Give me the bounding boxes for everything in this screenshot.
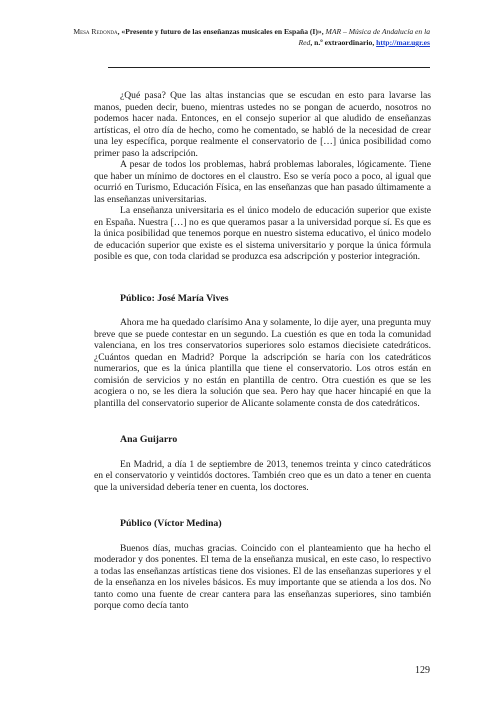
paragraph: Buenos días, muchas gracias. Coincido con el planteamiento que ha hecho el moderador y dos ponentes. El tema de la enseñanza musical, en este caso, lo respectivo a todas las enseñanzas artísticas tiene dos visiones. El de las enseñanzas superiores y el de la enseñanza en los niveles básicos. Es muy importante que se atienda a los dos. No tanto como una fuente de crear cantera para las enseñanzas superiores, sino también porque como decía tanto	[94, 542, 431, 611]
header-divider	[108, 67, 430, 68]
header-issue: , n.º extraordinario,	[310, 38, 377, 47]
header-url-link[interactable]: http://mar.ugr.es	[376, 38, 430, 47]
speaker-heading: Ana Guijarro	[120, 434, 178, 445]
speaker-heading: Público: José María Vives	[120, 292, 229, 304]
paragraph: En Madrid, a día 1 de septiembre de 2013, tenemos treinta y cinco catedráticos en el conservatorio y veintidós doctores. También creo que es un dato a tener en cuenta que la universidad debería tener en cuenta, los doctores.	[94, 458, 431, 493]
paragraph: La enseñanza universitaria es el único modelo de educación superior que existe en España. Nuestra […] no es que queramos pasar a la universidad porque sí. Es que es la única posibilidad que tenemos porque en nuestro sistema educativo, el único modelo de educación superior que existe es el sistema universitario y porque la única fórmula posible es que, con toda claridad se produzca esa adscripción y posterior integración.	[94, 205, 431, 262]
paragraph: Ahora me ha quedado clarísimo Ana y solamente, lo dije ayer, una pregunta muy breve que se puede contestar en un segundo. La cuestión es que en toda la comunidad valenciana, en los tres conservatorios superiores solo estamos diecisiete catedráticos. ¿Cuántos quedan en Madrid? Porque la adscripción se haría con los catedráticos numerarios, que es la única plantilla que tiene el conservatorio. Los otros están en comisión de servicios y no están en plantilla de centro. Otra cuestión es que se les acogiera o no, se les diera la solución que sea. Pero hay que hacer hincapié en que la plantilla del conservatorio superior de Alicante solamente consta de dos catedráticos.	[94, 317, 431, 409]
header-journal: MAR – Música de Andalucía en la Red	[298, 27, 430, 47]
paragraph: ¿Qué pasa? Que las altas instancias que se escudan en esto para lavarse las manos, pueden decir, bueno, mientras ustedes no se pongan de acuerdo, nosotros no podemos hacer nada. Entonces, en el consejo superior al que aludido de enseñanzas artísticas, el otro día de hecho, como he comentado, se habló de la necesidad de crear una ley específica, porque realmente el conservatorio de […] única posibilidad como primer paso la adscripción.	[94, 90, 431, 159]
running-header	[60, 26, 430, 48]
page-number: 129	[415, 665, 430, 676]
paragraph: A pesar de todos los problemas, habrá problemas laborales, lógicamente. Tiene que haber un mínimo de doctores en el claustro. Eso se vería poco a poco, al igual que ocurrió en Turismo, Educación Física, en las enseñanzas que han pasado últimamente a las enseñanzas universitarias.	[94, 159, 431, 205]
body-text	[94, 90, 431, 612]
speaker-heading: Público (Víctor Medina)	[120, 518, 222, 529]
header-author: Mesa Redonda	[73, 27, 118, 36]
header-title: , «Presente y futuro de las enseñanzas musicales en España (I)»,	[117, 27, 324, 36]
